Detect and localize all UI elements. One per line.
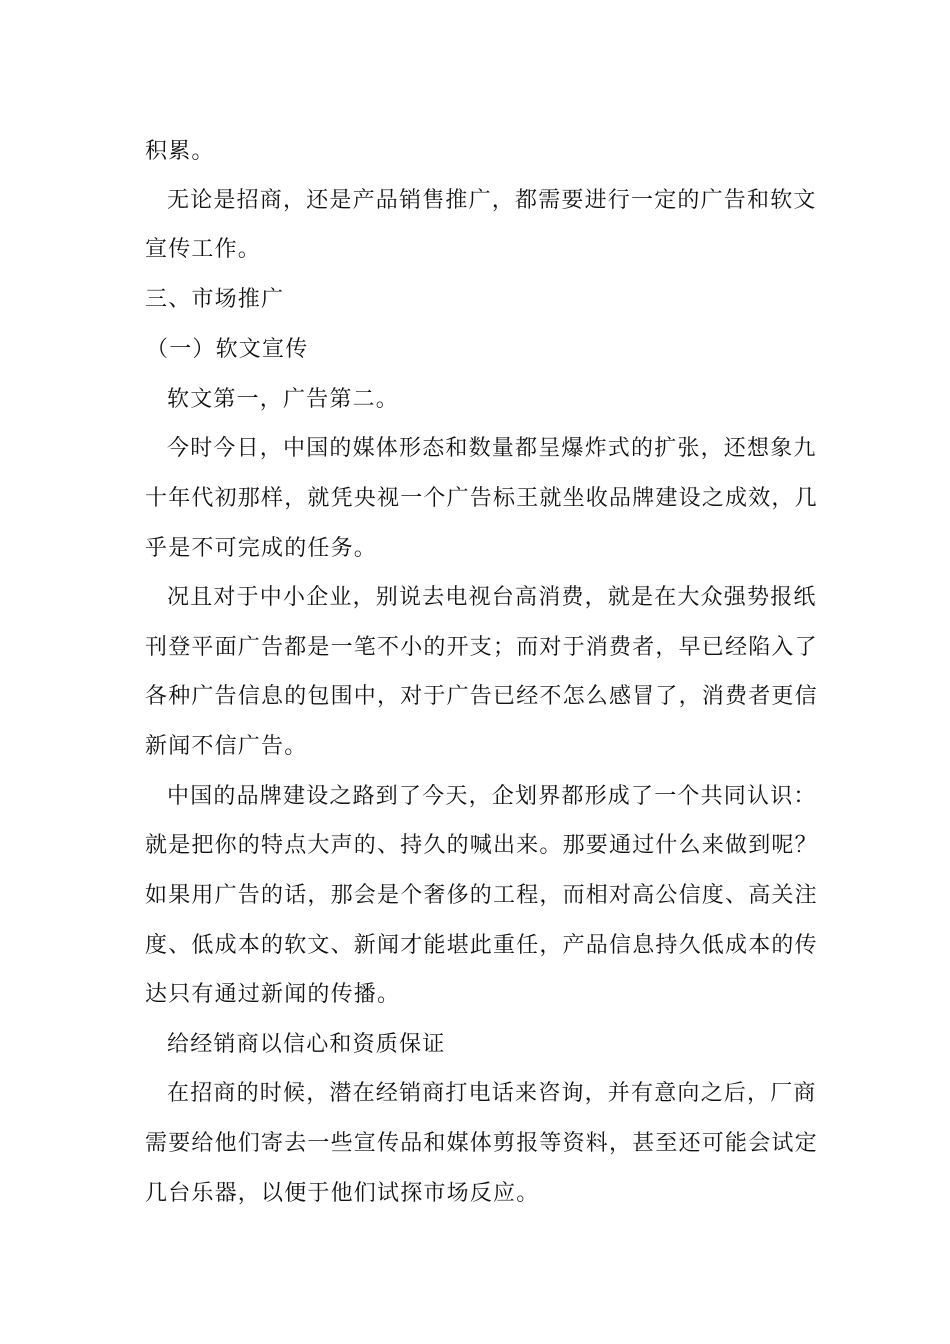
text-line-22: 几台乐器，以便于他们试探市场反应。 <box>145 1181 540 1206</box>
subsection-heading: （一）软文宣传 <box>146 337 309 362</box>
text-line-9: 乎是不可完成的任务。 <box>145 536 378 561</box>
text-line-18: 达只有通过新闻的传播。 <box>145 982 401 1007</box>
text-line-14: 中国的品牌建设之路到了今天，企划界都形成了一个共同认识： <box>167 784 817 809</box>
text-line-16: 如果用广告的话，那会是个奢侈的工程，而相对高公信度、高关注 <box>145 883 818 908</box>
text-line-13: 新闻不信广告。 <box>145 734 308 759</box>
text-line-15: 就是把你的特点大声的、持久的喊出来。那要通过什么来做到呢？ <box>145 833 818 858</box>
text-line-2: 无论是招商，还是产品销售推广，都需要进行一定的广告和软文 <box>167 188 817 213</box>
text-line-1: 积累。 <box>145 139 215 164</box>
text-line-7: 今时今日，中国的媒体形态和数量都呈爆炸式的扩张，还想象九 <box>167 436 817 461</box>
text-line-3: 宣传工作。 <box>145 237 262 262</box>
text-line-8: 十年代初那样，就凭央视一个广告标王就坐收品牌建设之成效，几 <box>145 486 818 511</box>
text-line-11: 刊登平面广告都是一笔不小的开支；而对于消费者，早已经陷入了 <box>145 635 818 660</box>
text-line-20: 在招商的时候，潜在经销商打电话来咨询，并有意向之后，厂商 <box>167 1081 817 1106</box>
text-line-17: 度、低成本的软文、新闻才能堪此重任，产品信息持久低成本的传 <box>145 933 818 958</box>
text-line-6: 软文第一，广告第二。 <box>167 387 400 412</box>
text-line-12: 各种广告信息的包围中，对于广告已经不怎么感冒了，消费者更信 <box>145 684 818 709</box>
text-line-10: 况且对于中小企业，别说去电视台高消费，就是在大众强势报纸 <box>167 585 817 610</box>
section-heading: 三、市场推广 <box>145 287 285 312</box>
text-line-19: 给经销商以信心和资质保证 <box>167 1032 446 1057</box>
text-line-21: 需要给他们寄去一些宣传品和媒体剪报等资料，甚至还可能会试定 <box>145 1131 818 1156</box>
